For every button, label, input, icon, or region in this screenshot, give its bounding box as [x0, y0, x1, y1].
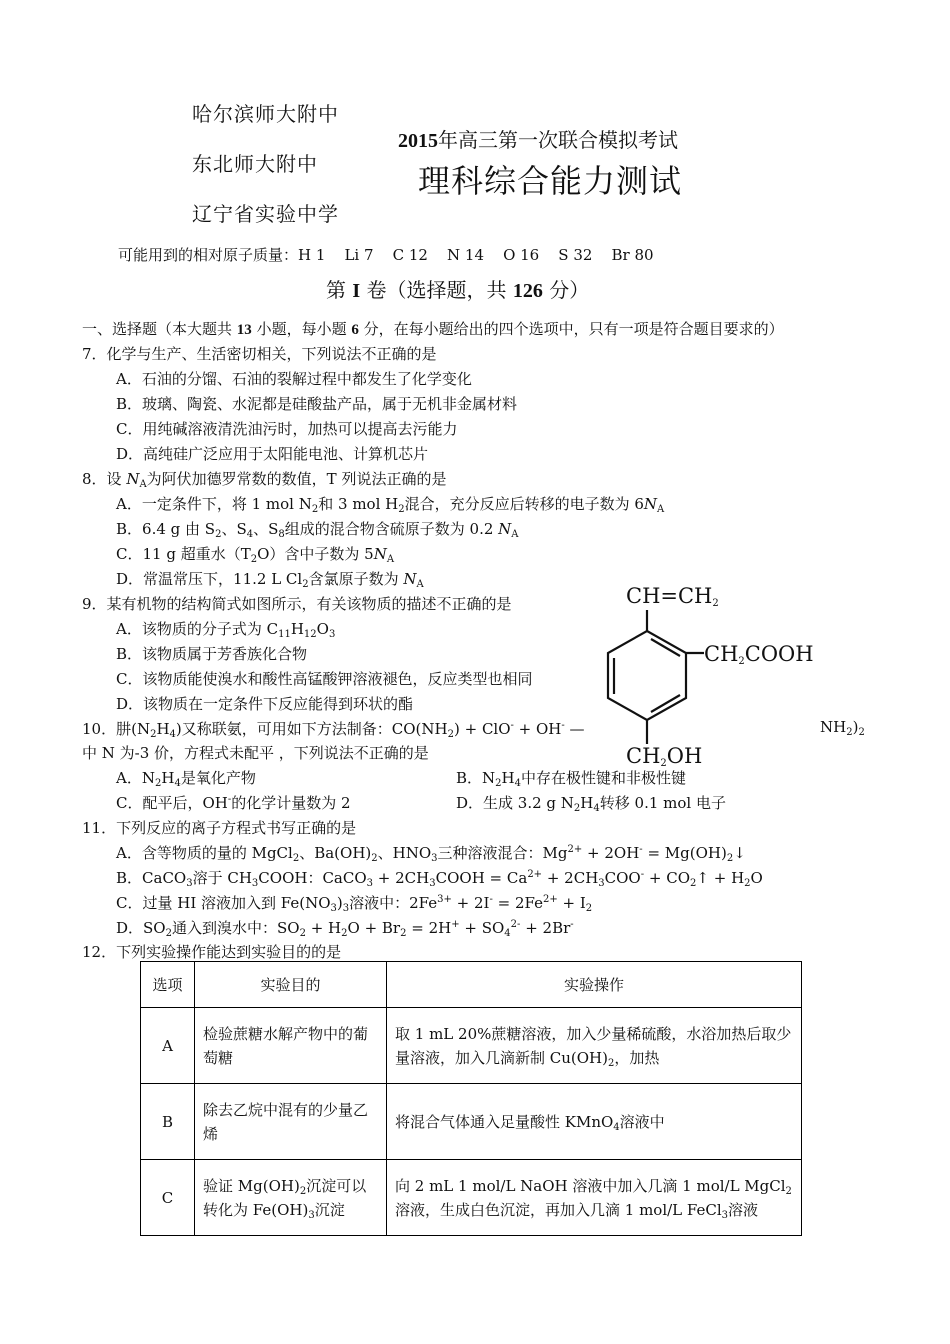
school-3: 辽宁省实验中学 — [192, 202, 339, 226]
main-title: 理科综合能力测试 — [418, 162, 683, 200]
q11-option-a: A．含等物质的量的 MgCl$_2$、$Ba(OH)_2$、$HNO_3$三种溶液混合：$Mg^{2+} + 2OH^-$ = $Mg(OH)_2↓$ — [116, 844, 746, 864]
q9-stem: 9．某有机物的结构简式如图所示，有关该物质的描述不正确的是 — [82, 595, 512, 613]
structure-formula — [580, 578, 830, 778]
school-2: 东北师大附中 — [192, 152, 318, 176]
carboxymethyl-group: $CH_2COOH$ — [704, 642, 814, 667]
q8-option-b: B．6.4 g 由 $S_2$、$S_4$、$S_8$组成的混合物含硫原子数为 0.2 $N_A$ — [116, 520, 519, 540]
row-purpose: 除去乙烷中混有的少量乙烯 — [195, 1084, 387, 1160]
q10-option-a: A．$N_2H_4$是氧化产物 — [116, 769, 256, 789]
q12-stem: 12．下列实验操作能达到实验目的的是 — [82, 943, 342, 961]
q9-option-d: D．该物质在一定条件下反应能得到环状的酯 — [116, 695, 414, 713]
q8-option-a: A．一定条件下，将 1 mol $N_2$和 3 mol $H_2$混合，充分反应后转移的电子数为 $6N_A$ — [116, 495, 665, 515]
q10-stem: 10．肼$(N_2H_4)$又称联氨，可用如下方法制备：$CO(NH_2) + ClO^- + OH^-$ — — [82, 720, 585, 740]
q7-option-b: B．玻璃、陶瓷、水泥都是硅酸盐产品，属于无机非金属材料 — [116, 395, 518, 413]
row-purpose: 检验蔗糖水解产物中的葡萄糖 — [195, 1008, 387, 1084]
table-row — [141, 1008, 802, 1084]
vinyl-group: $CH=CH_2$ — [626, 584, 719, 609]
header-option: 选项 — [141, 962, 195, 1008]
header-purpose: 实验目的 — [195, 962, 387, 1008]
q7-option-c: C．用纯碱溶液清洗油污时，加热可以提高去污能力 — [116, 420, 458, 438]
q7-option-d: D．高纯硅广泛应用于太阳能电池、计算机芯片 — [116, 445, 429, 463]
row-operation: 向 2 mL 1 mol/L NaOH 溶液中加入几滴 1 mol/L MgCl$_2$ 溶液，生成白色沉淀，再加入几滴 1 mol/L FeCl$_3$溶液 — [387, 1160, 802, 1236]
part-heading: 第 I 卷（选择题，共 126 分） — [326, 278, 590, 302]
q10-stem-line2: 中 N 为-3 价，方程式未配平 ，下列说法不正确的是 — [82, 744, 429, 762]
q9-option-b: B．该物质属于芳香族化合物 — [116, 645, 308, 663]
hydroxymethyl-group: $CH_2OH$ — [626, 744, 703, 769]
q10-option-b: B．$N_2H_4$中存在极性键和非极性键 — [456, 769, 687, 789]
exam-title: 2015年高三第一次联合模拟考试 — [398, 128, 678, 152]
q10-option-c: C．配平后，OH-的化学计量数为 2 — [116, 794, 351, 812]
school-1: 哈尔滨师大附中 — [192, 102, 339, 126]
row-operation: 将混合气体通入足量酸性 KMnO$_4$溶液中 — [387, 1084, 802, 1160]
table-row — [141, 1160, 802, 1236]
q7-stem: 7．化学与生产、生活密切相关，下列说法不正确的是 — [82, 345, 437, 363]
atomic-mass-line: 可能用到的相对原子质量：H 1 Li 7 C 12 N 14 O 16 S 32 Br 80 — [118, 246, 654, 264]
experiment-table — [140, 961, 802, 1236]
q11-stem: 11．下列反应的离子方程式书写正确的是 — [82, 819, 357, 837]
ring-outline — [608, 631, 686, 720]
row-purpose: 验证 $Mg(OH)_2$沉淀可以转化为 $Fe(OH)_3$沉淀 — [195, 1160, 387, 1236]
q11-option-c: C．过量 HI 溶液加入到 $Fe(NO_3)_3$溶液中：$2Fe^{3+} + 2I^- = 2Fe^{2+} + I_2$ — [116, 894, 593, 914]
row-option: C — [141, 1160, 195, 1236]
q8-option-d: D．常温常压下，11.2 L $Cl_2$含氯原子数为 $N_A$ — [116, 570, 424, 590]
table-header-row — [141, 962, 802, 1008]
q10-stem-fragment: $NH_2)_2$ — [820, 718, 865, 738]
q11-option-d: D．$SO_2$通入到溴水中：$SO_2 + H_2O + Br_2 = 2H^+ + SO_4^{2-} + 2Br^-$ — [116, 919, 574, 939]
benzene-ring-diagram — [580, 578, 830, 778]
header-operation: 实验操作 — [387, 962, 802, 1008]
q7-option-a: A．石油的分馏、石油的裂解过程中都发生了化学变化 — [116, 370, 472, 388]
row-option: A — [141, 1008, 195, 1084]
q11-option-b: B．CaCO$_3$溶于 $CH_3COOH$：CaCO$_3$ + $2CH_3COOH = Ca^{2+} + 2CH_3COO^-$ + $CO_2↑ + H_2O$ — [116, 869, 763, 889]
row-operation: 取 1 mL 20%蔗糖溶液，加入少量稀硫酸，水浴加热后取少量溶液，加入几滴新制 $Cu(OH)_2$，加热 — [387, 1008, 802, 1084]
q8-option-c: C．11 g 超重水$(T_2O)$含中子数为 $5N_A$ — [116, 545, 395, 565]
section-instructions: 一、选择题（本大题共 13 小题，每小题 6 分，在每小题给出的四个选项中，只有一项是符合题目要求的） — [82, 320, 784, 338]
q10-option-d: D．生成 3.2 g $N_2H_4$转移 0.1 mol 电子 — [456, 794, 726, 814]
q9-option-c: C．该物质能使溴水和酸性高锰酸钾溶液褪色，反应类型也相同 — [116, 670, 533, 688]
table-row — [141, 1084, 802, 1160]
row-option: B — [141, 1084, 195, 1160]
q9-option-a: A．该物质的分子式为 $C_{11}H_{12}O_3$ — [116, 620, 336, 640]
q8-stem: 8．设 $N_A$为阿伏加德罗常数的数值，T 列说法正确的是 — [82, 470, 447, 490]
